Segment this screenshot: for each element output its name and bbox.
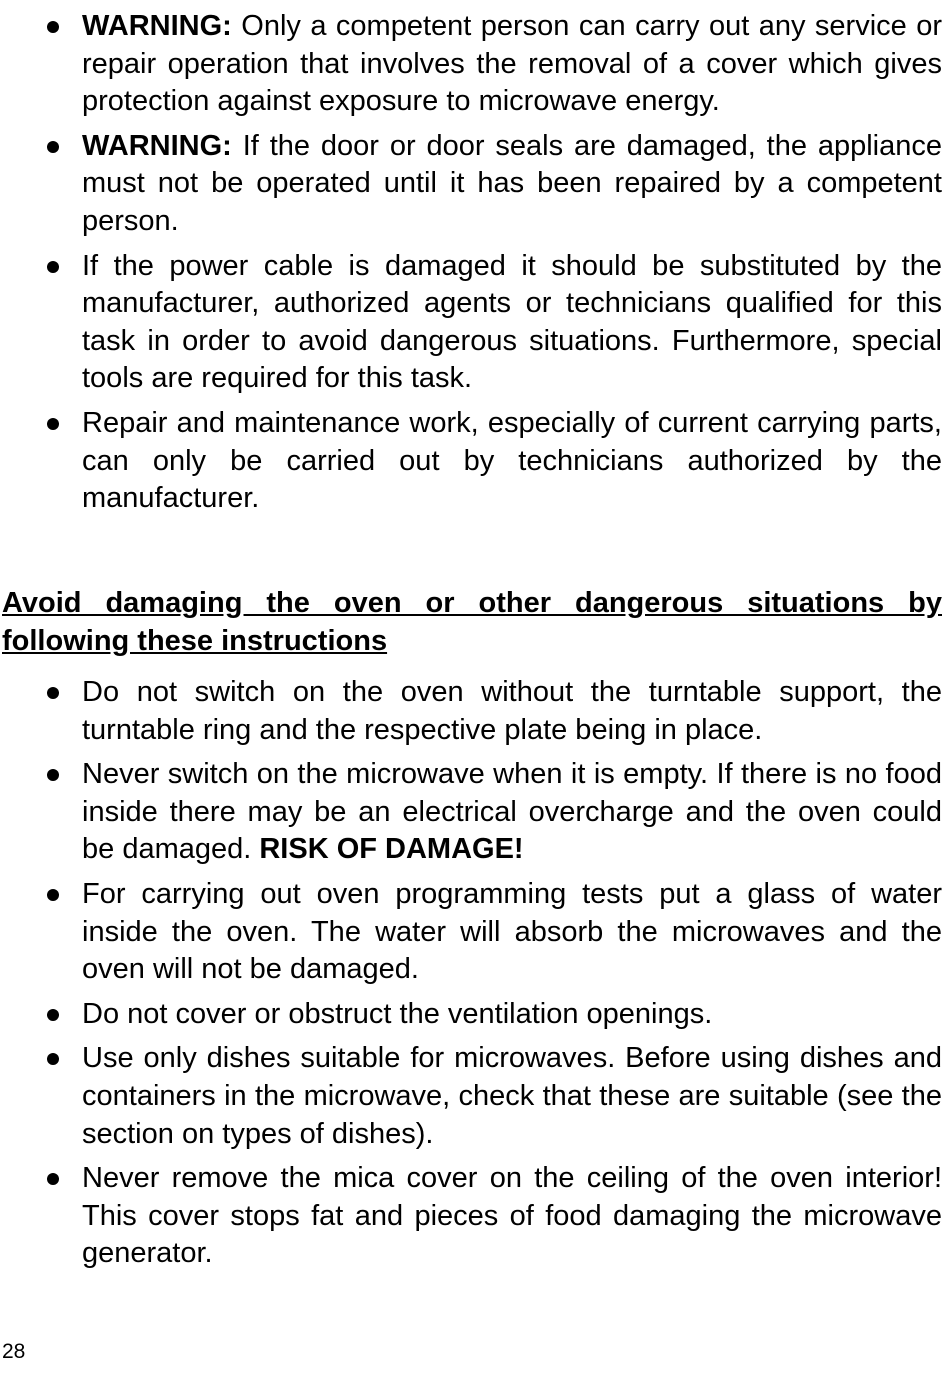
list-item: [0, 1160, 942, 1273]
bullet-icon: [47, 261, 59, 273]
list-item: [0, 128, 942, 241]
list-item: [0, 876, 942, 989]
risk-label: RISK OF DAMAGE!: [259, 833, 524, 866]
item-text: Do not cover or obstruct the ventilation openings.: [82, 997, 713, 1030]
warning-label: WARNING:: [82, 10, 232, 42]
damage-prevention-list: [0, 674, 942, 1280]
bullet-icon: [47, 1009, 59, 1021]
bullet-icon: [47, 889, 59, 901]
warning-label: WARNING:: [82, 129, 232, 162]
bullet-icon: [47, 141, 59, 153]
bullet-icon: [47, 769, 59, 781]
item-text: For carrying out oven programming tests put a glass of water inside the oven. The water will absorb the microwaves and the oven will not be damaged.: [82, 877, 942, 986]
list-item: [0, 8, 942, 121]
item-text: Use only dishes suitable for microwaves. Before using dishes and containers in the microwave, check that these are suitable (see the section on types of dishes).: [82, 1042, 942, 1150]
bullet-icon: [47, 1053, 59, 1065]
bullet-icon: [47, 687, 59, 699]
list-item: [0, 248, 942, 398]
bullet-icon: [47, 1173, 59, 1185]
list-item: [0, 996, 942, 1034]
item-text: If the power cable is damaged it should be substituted by the manufacturer, authorized agents or technicians qualified for this task in order to avoid dangerous situations. Furthermore, special tools are required for this task.: [82, 249, 942, 395]
item-text: If the door or door seals are damaged, the appliance must not be operated until it has been repaired by a competent person.: [82, 129, 942, 237]
list-item: [0, 405, 942, 518]
service-warnings-list: [0, 8, 942, 525]
page-number: 28: [2, 1340, 26, 1363]
item-text: Repair and maintenance work, especially of current carrying parts, can only be carried out by technicians authorized by the manufacturer.: [82, 406, 942, 515]
bullet-icon: [47, 21, 59, 33]
item-text: Never switch on the microwave when it is empty. If there is no food inside there may be an electrical overcharge and the oven could be damaged.: [82, 758, 942, 866]
item-text: Never remove the mica cover on the ceiling of the oven interior! This cover stops fat and pieces of food damaging the microwave generator.: [82, 1162, 942, 1270]
item-text: Only a competent person can carry out any service or repair operation that involves the removal of a cover which gives protection against exposure to microwave energy.: [82, 10, 942, 118]
bullet-icon: [47, 418, 59, 430]
list-item: [0, 756, 942, 869]
section-heading: Avoid damaging the oven or other dangerous situations by following these instructions: [2, 587, 942, 657]
item-text: Do not switch on the oven without the turntable support, the turntable ring and the respective plate being in place.: [82, 676, 942, 746]
list-item: [0, 674, 942, 749]
list-item: [0, 1040, 942, 1153]
